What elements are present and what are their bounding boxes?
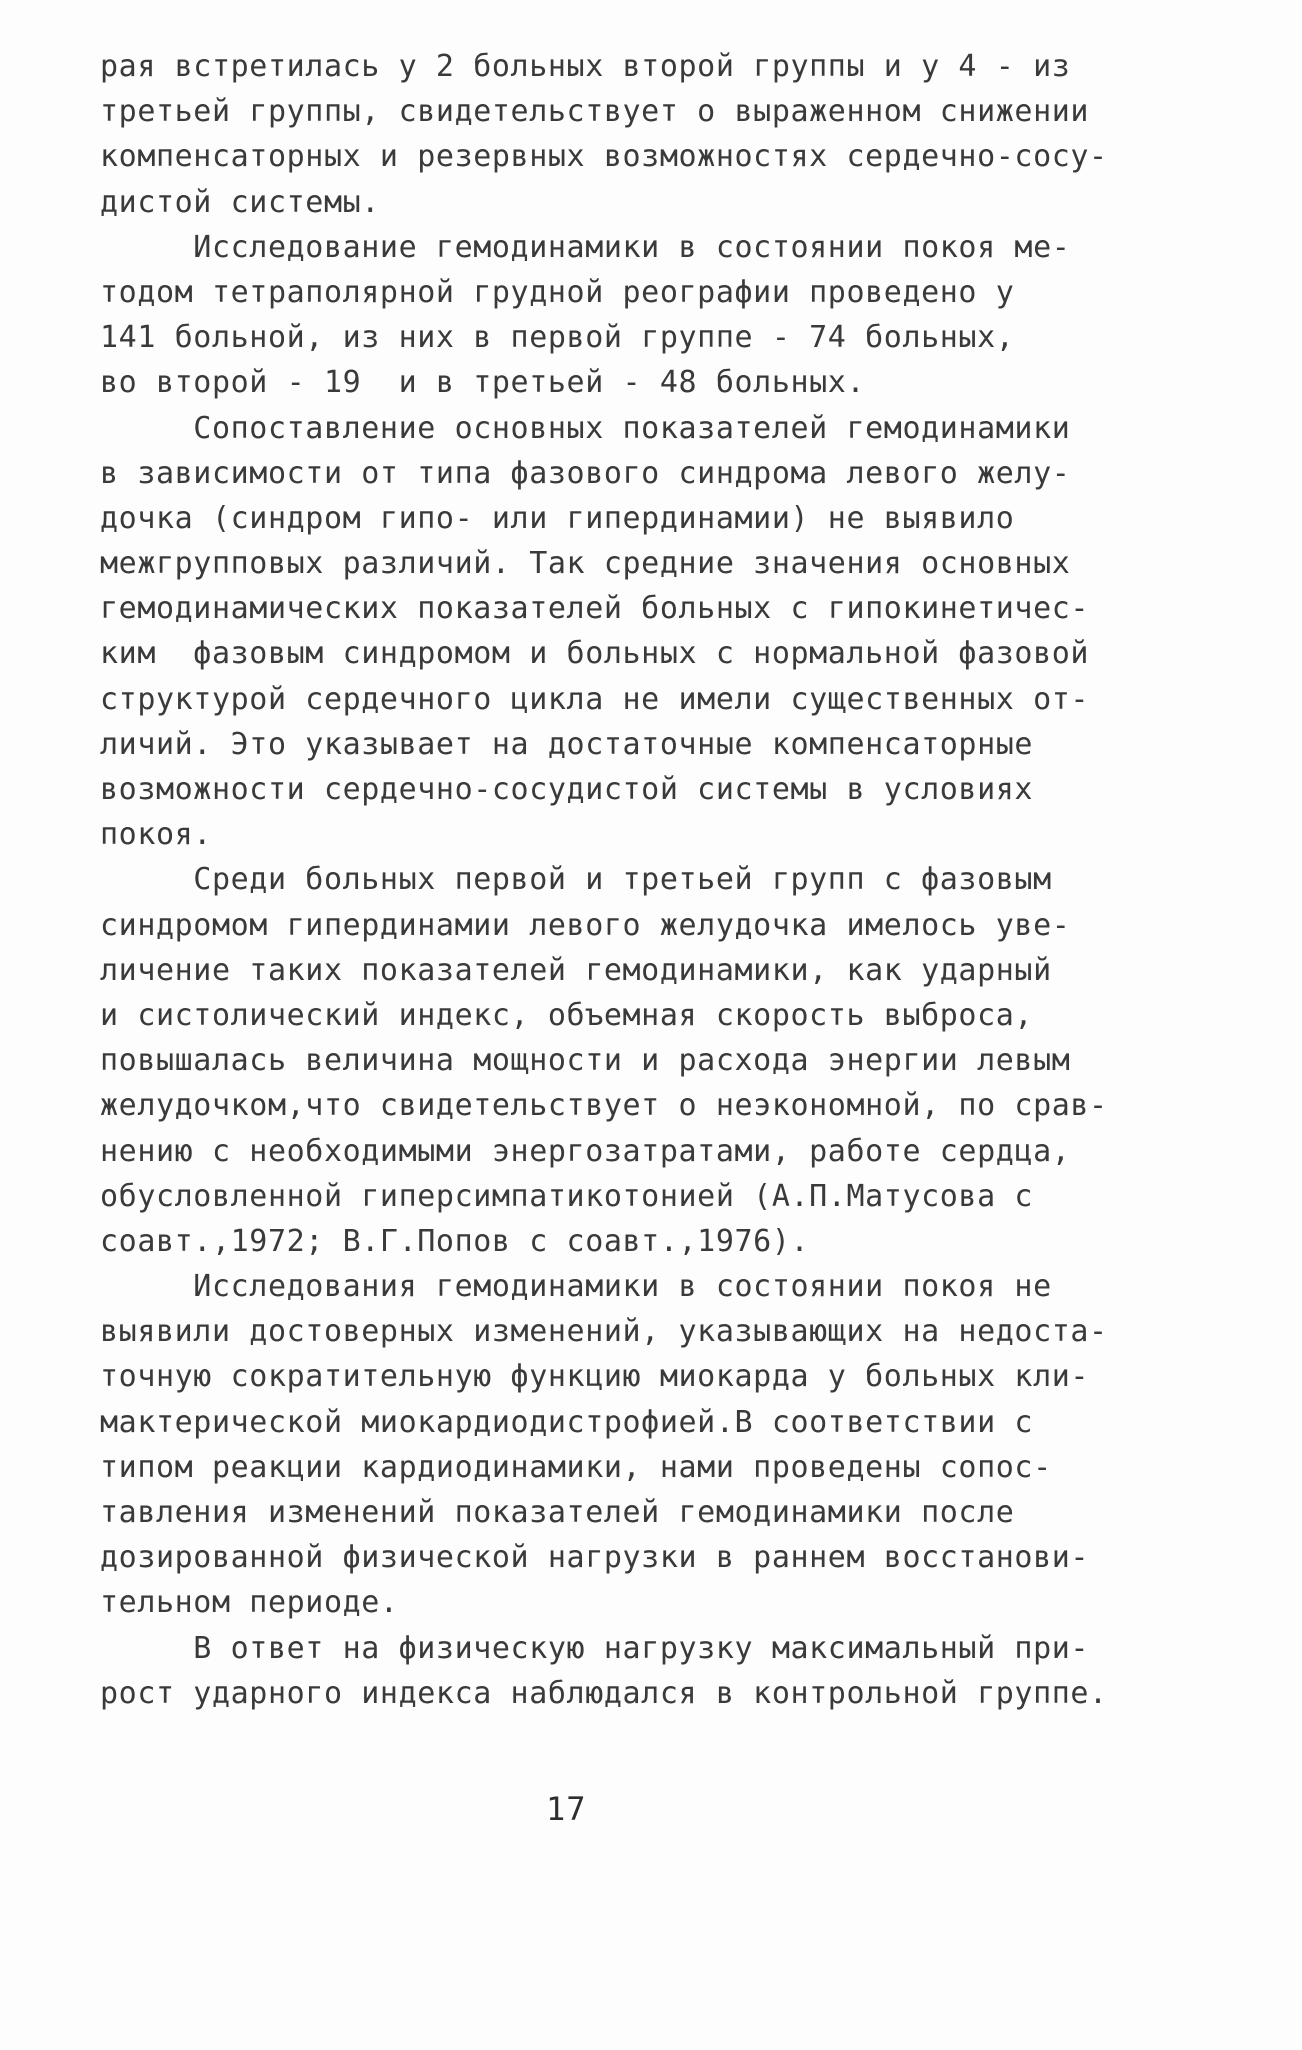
- text-line: выявили достоверных изменений, указывающих на недоста-: [100, 1314, 1108, 1350]
- text-line: Исследование гемодинамики в состоянии покоя ме-: [100, 229, 1071, 265]
- text-line: возможности сердечно-сосудистой системы в условиях: [100, 772, 1034, 807]
- text-line: тавления изменений показателей гемодинамики после: [100, 1495, 1015, 1530]
- text-line: синдромом гипердинамии левого желудочка имелось уве-: [100, 907, 1071, 943]
- text-line: желудочком,что свидетельствует о неэкономной, по срав-: [100, 1088, 1108, 1124]
- text-line: 141 больной, из них в первой группе - 74 больных,: [100, 320, 1015, 356]
- text-line: Исследования гемодинамики в состоянии покоя не: [100, 1269, 1052, 1305]
- page-number: 17: [546, 1790, 587, 1828]
- text-line: межгрупповых различий. Так средние значения основных: [100, 546, 1071, 582]
- text-line: структурой сердечного цикла не имели существенных от-: [100, 681, 1090, 717]
- text-line: мактерической миокардиодистрофией.В соответствии с: [100, 1404, 1034, 1440]
- text-line: Среди больных первой и третьей групп с фазовым: [100, 862, 1052, 898]
- text-line: личий. Это указывает на достаточные компенсаторные: [100, 726, 1034, 762]
- text-line: дочка (синдром гипо- или гипердинамии) не выявило: [100, 500, 1015, 536]
- text-line: тодом тетраполярной грудной реографии проведено у: [100, 274, 1015, 310]
- text-line: компенсаторных и резервных возможностях сердечно-сосу-: [100, 139, 1108, 175]
- text-line: и систолический индекс, объемная скорость выброса,: [100, 997, 1034, 1033]
- text-line: третьей группы, свидетельствует о выраженном снижении: [100, 94, 1090, 130]
- text-line: дистой системы.: [100, 184, 380, 220]
- text-line: соавт.,1972; В.Г.Попов с соавт.,1976).: [100, 1223, 810, 1259]
- text-line: В ответ на физическую нагрузку максимальный при-: [100, 1630, 1090, 1666]
- text-line: в зависимости от типа фазового синдрома левого желу-: [100, 455, 1071, 491]
- text-line: гемодинамических показателей больных с гипокинетичес-: [100, 591, 1090, 627]
- text-line: покоя.: [100, 817, 212, 853]
- text-line: ким фазовым синдромом и больных с нормальной фазовой: [100, 636, 1090, 672]
- text-line: повышалась величина мощности и расхода энергии левым: [100, 1043, 1071, 1079]
- text-line: рост ударного индекса наблюдался в контрольной группе.: [100, 1675, 1108, 1711]
- text-line: точную сократительную функцию миокарда у больных кли-: [100, 1359, 1090, 1395]
- text-line: дозированной физической нагрузки в раннем восстанови-: [100, 1540, 1090, 1576]
- text-line: нению с необходимыми энергозатратами, работе сердца,: [100, 1133, 1071, 1169]
- text-line: личение таких показателей гемодинамики, как ударный: [100, 952, 1052, 988]
- text-line: типом реакции кардиодинамики, нами проведены сопос-: [100, 1449, 1052, 1485]
- text-line: рая встретилась у 2 больных второй группы и у 4 - из: [100, 49, 1071, 84]
- text-line: Сопоставление основных показателей гемодинамики: [100, 410, 1071, 446]
- text-line: тельном периоде.: [100, 1585, 399, 1621]
- text-line: обусловленной гиперсимпатикотонией (А.П.Матусова с: [100, 1178, 1034, 1214]
- body-text: [100, 44, 1220, 1716]
- text-line: во второй - 19 и в третьей - 48 больных.: [100, 365, 866, 401]
